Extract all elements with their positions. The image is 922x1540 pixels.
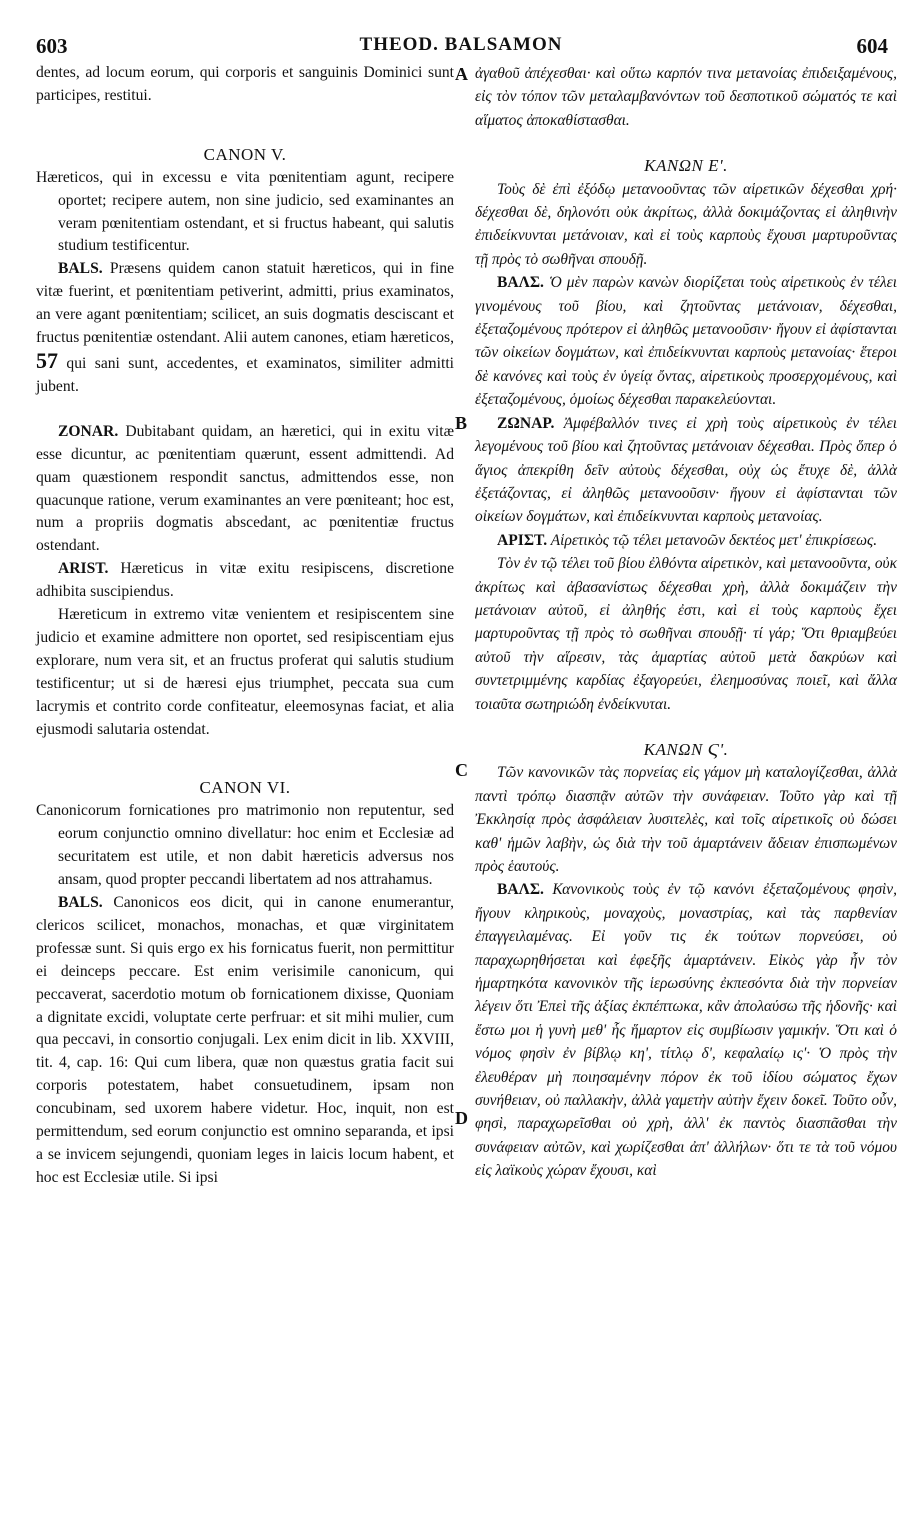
right-page-number: 604: [856, 34, 888, 58]
margin-letter-d: D: [455, 1108, 468, 1128]
greek-arist-text: Αἱρετικὸς τῷ τέλει μετανοῶν δεκτέος μετ' ἐπικρίσεως.: [550, 531, 878, 549]
greek-canon5-title: ΚΑΝΩΝ Ε'.: [644, 156, 728, 176]
greek-bals6-text: Κανονικοὺς τοὺς ἐν τῷ κανόνι ἐξεταζομένους φησὶν, ἤγουν κληρικοὺς, μοναχοὺς, μοναστρίας, καὶ τὰς παρθενίαν ἐπαγγειλαμένας. Εἰ γοῦν τις ἐκ τούτων πορνεύσει, οὐ παραχωρηθήσεται καὶ ἐφεξῆς ἁμαρτάνειν. Εἰκὸς γὰρ ἦν τὸν ἡμαρτηκότα κανονικὸν τῆς ἱερωσύνης ἐκπεσόντα διὰ τὴν πορνείαν λέγειν ὅτι Ἐπεὶ τῆς ἀξίας ἐκπέπτωκα, κἂν ἀπολαύσω τῆς ἡδονῆς· καὶ ἔστω μοι ἡ γυνὴ μεθ' ἧς ἥμαρτον εἰς συμβίωσιν γαμικήν. Ὅτι καὶ ὁ νόμος φησὶν ἐν βίβλῳ κη', τίτλῳ δ', κεφαλαίῳ ις'· Ὁ πρὸς τὴν ἐλευθέραν μὴ ποιησαμένην πόρον ἐκ τοῦ ἰδίου σώματος ἔχων συνήθειαν, οὐ παλλακὴν, ἀλλὰ γαμετὴν αὐτὴν ἔχειν δοκεῖ. Τοῦτο οὖν, φησὶ, παραχωρεῖσθαι οὐ χρὴ, ἀλλ' ἐκ παντὸς διασπᾶσθαι τὴν συνάφειαν αὐτῶν, καὶ χωρίζεσθαι ἀπ' ἀλλήλων· ὅτι τε τὰ τοῦ νόμου εἰς λαϊκοὺς χώραν ἔχουσι, καὶ: [475, 881, 897, 1180]
latin-continuation: dentes, ad locum eorum, qui corporis et sanguinis Dominici sunt participes, restitui.: [36, 64, 454, 104]
latin-canon6-title: CANON VI.: [199, 778, 291, 798]
latin-arist-paragraph: [36, 558, 454, 604]
latin-bals5-text-a: Præsens quidem canon statuit hæreticos, qui in fine vitæ fuerint, et pœnitentiam petiverint, admitti, prius examinatos, an vere agant pœnitentiam; scilicet, an suis dogmatis desciscant et fructus pœnitentiæ ostendant. Alii autem canones, etiam hæreticos,: [36, 260, 455, 347]
greek-canon5-text: Τοὺς δὲ ἐπὶ ἐξόδῳ μετανοοῦντας τῶν αἱρετικῶν δέχεσθαι χρή· δέχεσθαι δὲ, δηλονότι οὐκ ἀκρίτως, ἀλλὰ δοκιμάζοντας εἰ ἀληθινὴν ἐπιδείκνυνται μετάνοιαν, καὶ εἰ τοὺς καρποὺς ἔχουσι μαρτυροῦντας τῇ πρὸς τὸ σωθῆναι σπουδῇ.: [475, 180, 897, 268]
page-header: [0, 34, 922, 64]
left-page-number: 603: [36, 34, 68, 58]
greek-continuation: ἀγαθοῦ ἀπέχεσθαι· καὶ οὕτω καρπόν τινα μετανοίας ἐπιδειξαμένους, εἰς τὸν τόπον τῶν μεταλαμβανόντων τοῦ δεσποτικοῦ σώματός τε καὶ αἵματος ἀποκαθίστασθαι.: [475, 65, 897, 129]
latin-zonar-head: ZONAR.: [58, 422, 119, 440]
latin-bals6-head: BALS.: [58, 894, 103, 911]
latin-canon5-text: Hæreticos, qui in excessu e vita pœnitentiam agunt, recipere oportet; recipere autem, non sine judicio, sed examinantes an veram pœnitentiam ostendant, et si fructus habeant, qui salutis studium testificentur.: [36, 168, 454, 255]
greek-zonar-paragraph: [475, 412, 897, 529]
greek-bals6-head: ΒΑΛΣ.: [497, 881, 544, 899]
greek-bals5-paragraph: [475, 271, 897, 411]
latin-canon6-text: Canonicorum fornicationes pro matrimonio non reputentur, sed eorum conjunctio omnino divellatur: hoc enim et Ecclesiæ ad securitatem est utile, et non dabit hæreticis adversus nos ansam, quod propter peccandi libertatem ad nos attrahamus.: [36, 802, 454, 889]
latin-arist-text: Hæreticus in vitæ exitu resipiscens, discretione adhibita suscipiendus.: [36, 560, 455, 601]
latin-column: [36, 62, 454, 1190]
latin-arist-comment: Hæreticum in extremo vitæ venientem et resipiscentem sine judicio et examine admittere non oportet, sed resipiscentiam ejus explorare, num vera sit, et an fructus proferat qui salutis studium testificentur; ut si de hæresi ejus triumphet, peccata sua cum lacrymis et contrito corde confiteatur, eleemosynas faciat, et alia ejusmodi salutaria ostendat.: [36, 606, 454, 738]
greek-bals5-text: Ὁ μὲν παρὼν κανὼν διορίζεται τοὺς αἱρετικοὺς ἐν τέλει γινομένους τοῦ βίου, καὶ ζητοῦντας μετάνοιαν, δέχεσθαι, ἐξεταζομένους πρότερον εἰ ἀληθῶς μετανοοῦσιν· ἤγουν εἰ ἀφίστανται τῶν οἰκείων δογμάτων, καὶ ἐπιδείκνυνται καρποὺς μετανοίας· ἕτεροι δὲ κανόνες καὶ τοὺς ἐν ὑγείᾳ ὄντας, αἱρετικοὺς προσερχομένους, καὶ ἐξεταζομένους, ὁμοίως δέχεσθαι παρακελεύονται.: [475, 274, 897, 409]
latin-bals5-head: BALS.: [58, 260, 103, 278]
latin-bals5-text-b: qui sani sunt, accedentes, et examinatos, similiter admitti jubent.: [36, 354, 454, 395]
latin-canon5-title: CANON V.: [203, 144, 287, 164]
greek-zonar-head: ΖΩΝΑΡ.: [497, 414, 555, 432]
greek-bals5-head: ΒΑΛΣ.: [497, 274, 544, 292]
latin-bals6-paragraph: [36, 892, 454, 1190]
column-number-marker: 57: [36, 347, 58, 373]
latin-bals5-paragraph: [36, 258, 454, 398]
latin-zonar-paragraph: [36, 421, 454, 558]
greek-bals6-paragraph: [475, 878, 897, 1182]
greek-arist-paragraph: [475, 529, 897, 552]
greek-canon6-text: Τῶν κανονικῶν τὰς πορνείας εἰς γάμον μὴ καταλογίζεσθαι, ἀλλὰ παντὶ τρόπῳ διασπᾷν αὐτῶν τὴν συνάφειαν. Τοῦτο γὰρ καὶ τῇ Ἐκκλησίᾳ πρὸς ἀσφάλειαν λυσιτελὲς, καὶ τοῖς αἱρετικοῖς οὐ δώσει καθ' ἡμῶν λαβὴν, ὡς διὰ τὴν τοῦ ἁμαρτάνειν ἄδειαν ἐπισπωμένων πρὸς ἑαυτούς.: [475, 764, 897, 875]
margin-letter-a: A: [455, 64, 468, 84]
running-head: THEOD. BALSAMON: [359, 34, 563, 55]
greek-column: [475, 62, 897, 1183]
greek-arist-head: ΑΡΙΣΤ.: [497, 531, 548, 549]
latin-arist-head: ARIST.: [58, 560, 109, 578]
greek-canon6-title: ΚΑΝΩΝ Ϛ'.: [643, 739, 729, 759]
greek-arist-comment: Τὸν ἐν τῷ τέλει τοῦ βίου ἐλθόντα αἱρετικὸν, καὶ μετανοοῦντα, οὐκ ἀκρίτως καὶ ἀβασανίστως δέχεσθαι χρὴ, ἀλλὰ δοκιμάζειν τὴν μετάνοιαν αὐτοῦ, εἰ ἀληθής ἐστι, καὶ εἰ τοὺς καρποὺς ἔχει μαρτυροῦντας τῇ πρὸς τὸ σωθῆναι σπουδῇ· τί γάρ; Ὅτι θριαμβεύει αὐτοῦ τὴν αἵρεσιν, τὰς ἁμαρτίας αὐτοῦ μετὰ δακρύων καὶ συντετριμμένης καρδίας ἐξαγορεύει, ἐλεημοσύνας ποιεῖ, καὶ ἄλλα τοιαῦτα σωτηριώδη ἐνδείκνυται.: [475, 555, 897, 713]
margin-letter-c: C: [455, 760, 468, 780]
latin-bals6-text: Canonicos eos dicit, qui in canone enumerantur, clericos scilicet, monachos, monachas, et quæ virginitatem professæ sunt. Si quis ergo ex his fornicatus fuerit, non permittitur ei deinceps peccare. Est enim verisimile canonicum, qui peccaverat, sacerdotio motum ob fornicationem dixisse, Quoniam a dignitate excidi, voluptate certe perfruar: et sit mihi mulier, cum qua peccavi, in consortio conjugali. Lex enim dicit in lib. XXVIII, tit. 4, cap. 16: Qui cum libera, quæ non quæstus gratia facit sui corporis potestatem, habet consuetudinem, ipsam non concubinam, sed uxorem habere videtur. Hoc, inquit, non est permittendum, sed eorum conjunctio est omnino separanda, et ipsi a se invicem sejungendi, quoniam leges in laicis locum habent, et hoc est Ecclesiæ utile. Si ipsi: [36, 894, 455, 1186]
greek-zonar-text: Ἀμφέβαλλόν τινες εἰ χρὴ τοὺς αἱρετικοὺς ἐν τέλει λεγομένους τοῦ βίου καὶ ζητοῦντας μετάνοιαν δέχεσθαι. Πρὸς ὅπερ ὁ ἅγιος ἀπεκρίθη δεῖν αὐτοὺς δέχεσθαι, οὐχ ὡς ἔτυχε δὲ, ἀλλὰ ἐξετάζοντας, εἰ ἀληθῶς μετανοοῦσιν· ἤγουν εἰ ἀφίστανται τῶν οἰκείων δογμάτων, καὶ ἐπιδείκνυνται καρποὺς μετανοίας.: [475, 414, 897, 526]
margin-letter-b: B: [455, 413, 468, 433]
latin-zonar-text: Dubitabant quidam, an hæretici, qui in exitu vitæ esse dicuntur, ac pœnitentiam quærunt, essent admittendi. Ad quam quæstionem respondit sanctus, admittendos esse, non quacunque ratione, verum examinantes an vere pœniteant; hoc est, num a propriis dogmatis abscedant, ac pœnitentiæ fructus ostendant.: [36, 422, 454, 555]
